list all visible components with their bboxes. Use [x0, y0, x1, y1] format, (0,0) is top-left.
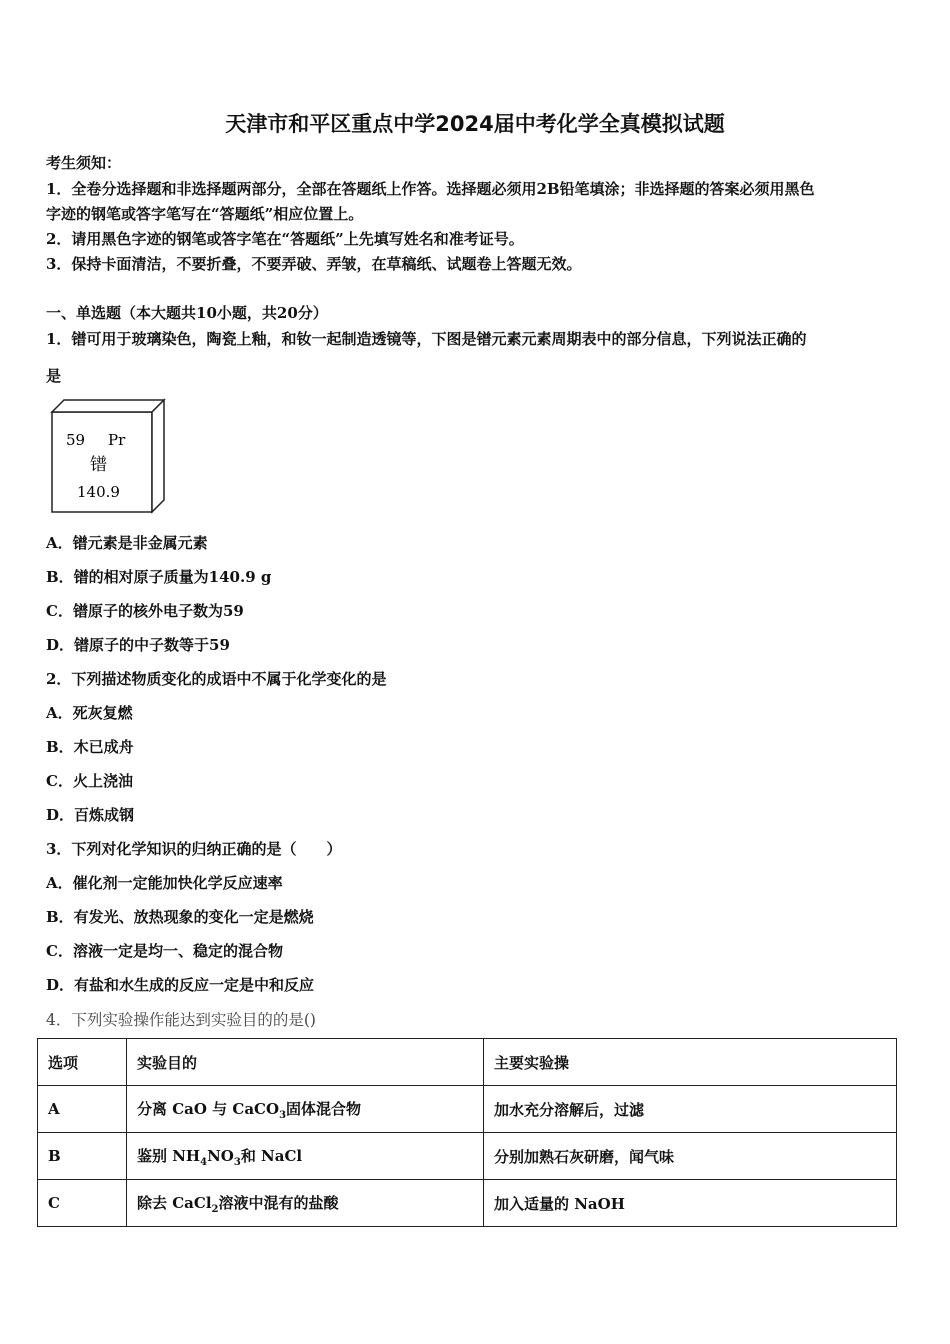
element-number: 59 — [66, 431, 86, 449]
section-heading: 一、单选题（本大题共10小题，共20分） — [46, 304, 328, 322]
q2-option-d: D．百炼成钢 — [46, 806, 135, 824]
element-name: 镨 — [90, 455, 107, 475]
element-symbol: Pr — [108, 431, 126, 449]
q4-stem: 4．下列实验操作能达到实验目的的是() — [46, 1011, 316, 1029]
table-header-row — [38, 1039, 897, 1086]
notice-heading: 考生须知： — [46, 154, 122, 172]
q3-option-d: D．有盐和水生成的反应一定是中和反应 — [46, 976, 315, 994]
row-operation: 加入适量的 NaOH — [484, 1180, 897, 1227]
header-option: 选项 — [38, 1039, 127, 1086]
row-option: B — [38, 1133, 127, 1180]
row-goal: 除去 CaCl$_2$溶液中混有的盐酸 — [127, 1180, 484, 1227]
row-operation: 加水充分溶解后，过滤 — [484, 1086, 897, 1133]
table-row — [38, 1180, 897, 1227]
row-goal: 鉴别 $NH_4NO_3$和 NaCl — [127, 1133, 484, 1180]
q1-option-c: C．镨原子的核外电子数为59 — [46, 602, 244, 620]
q1-option-a: A．镨元素是非金属元素 — [46, 534, 208, 552]
q1-option-d: D．镨原子的中子数等于59 — [46, 636, 230, 654]
row-goal: 分离 CaO 与 CaCO$_3$固体混合物 — [127, 1086, 484, 1133]
q1-stem: 1．镨可用于玻璃染色，陶瓷上釉，和钕一起制造透镜等，下图是镨元素元素周期表中的部分信息，下列说法正确的 — [46, 330, 807, 348]
q2-option-c: C．火上浇油 — [46, 772, 133, 790]
q1-stem-cont: 是 — [46, 367, 62, 385]
page-title: 天津市和平区重点中学2024届中考化学全真模拟试题 — [225, 112, 725, 136]
element-mass: 140.9 — [77, 483, 120, 501]
q3-option-c: C．溶液一定是均一、稳定的混合物 — [46, 942, 283, 960]
notice-item-1-cont: 字迹的钢笔或答字笔写在“答题纸”相应位置上。 — [46, 205, 364, 223]
experiment-table — [37, 1038, 897, 1227]
row-option: A — [38, 1086, 127, 1133]
q1-option-b: B．镨的相对原子质量为140.9 g — [46, 568, 272, 586]
table-row — [38, 1086, 897, 1133]
notice-item-2: 2．请用黑色字迹的钢笔或答字笔在“答题纸”上先填写姓名和准考证号。 — [46, 230, 524, 248]
table-row — [38, 1133, 897, 1180]
q3-option-a: A．催化剂一定能加快化学反应速率 — [46, 874, 283, 892]
notice-item-1: 1．全卷分选择题和非选择题两部分，全部在答题纸上作答。选择题必须用2B铅笔填涂；非选择题的答案必须用黑色 — [46, 180, 815, 198]
header-goal: 实验目的 — [127, 1039, 484, 1086]
q2-option-b: B．木已成舟 — [46, 738, 134, 756]
element-card-praseodymium — [50, 398, 166, 514]
q3-stem: 3．下列对化学知识的归纳正确的是（ ） — [46, 840, 342, 858]
header-operation: 主要实验操 — [484, 1039, 897, 1086]
q2-stem: 2．下列描述物质变化的成语中不属于化学变化的是 — [46, 670, 387, 688]
notice-item-3: 3．保持卡面清洁，不要折叠，不要弄破、弄皱，在草稿纸、试题卷上答题无效。 — [46, 255, 582, 273]
row-option: C — [38, 1180, 127, 1227]
q3-option-b: B．有发光、放热现象的变化一定是燃烧 — [46, 908, 314, 926]
row-operation: 分别加熟石灰研磨，闻气味 — [484, 1133, 897, 1180]
q2-option-a: A．死灰复燃 — [46, 704, 133, 722]
